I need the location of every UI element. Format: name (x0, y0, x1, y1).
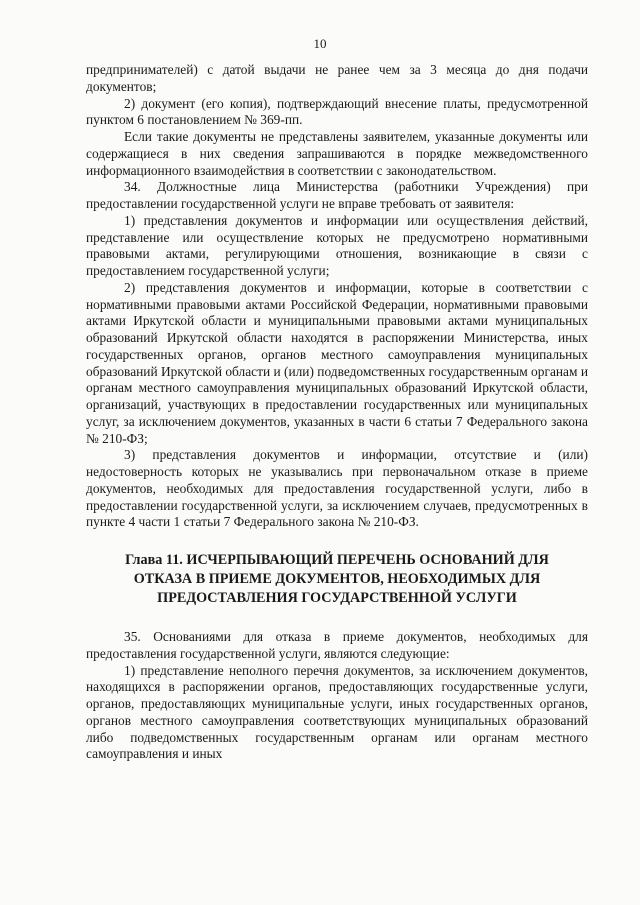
paragraph-34: 34. Должностные лица Министерства (работники Учреждения) при предоставлении государственной услуги не вправе требовать от заявителя: (86, 179, 588, 211)
paragraph-continuation: предпринимателей) с датой выдачи не ранее чем за 3 месяца до дня подачи документов; (86, 62, 588, 94)
chapter-heading-line-3: ПРЕДОСТАВЛЕНИЯ ГОСУДАРСТВЕННОЙ УСЛУГИ (157, 590, 517, 606)
paragraph-34-item-3: 3) представления документов и информации, отсутствие и (или) недостоверность которых не указывались при первоначальном отказе в приеме документов, необходимых для предоставления государственной услуги, либо в предоставлении государственной услуги, за исключением случаев, предусмотренных в пункте 4 части 1 статьи 7 Федерального закона № 210-ФЗ. (86, 447, 588, 530)
paragraph-35: 35. Основаниями для отказа в приеме документов, необходимых для предоставления государственной услуги, являются следующие: (86, 629, 588, 661)
chapter-heading-line-2: ОТКАЗА В ПРИЕМЕ ДОКУМЕНТОВ, НЕОБХОДИМЫХ ДЛЯ (133, 571, 541, 587)
paragraph-35-item-1: 1) представление неполного перечня документов, за исключением документов, находящихся в распоряжении органов, предоставляющих государственные услуги, органов, предоставляющих муниципальные услуги, иных государственных органов, органов местного самоуправления соответствующих муниципальных образований либо подведомственных государственным органам или органам местного самоуправления и иных (86, 662, 588, 762)
paragraph-interagency-request: Если такие документы не представлены заявителем, указанные документы или содержащиеся в них сведения запрашиваются в порядке межведомственного информационного взаимодействия в соответствии с законодательством. (86, 129, 588, 178)
paragraph-34-item-2: 2) представления документов и информации, которые в соответствии с нормативными правовыми актами Российской Федерации, нормативными правовыми актами Иркутской области и муниципальными правовыми актами муниципальных образований Иркутской области находятся в распоряжении Министерства, иных государственных органов, органов местного самоуправления муниципальных образований Иркутской области и (или) подведомственных государственным органам и органам местного самоуправления муниципальных образований Иркутской области, организаций, участвующих в предоставлении государственных или муниципальных услуг, за исключением документов, указанных в части 6 статьи 7 Федерального закона № 210-ФЗ; (86, 279, 588, 446)
paragraph-34-item-1: 1) представления документов и информации или осуществления действий, представление или осуществление которых не предусмотрено нормативными правовыми актами, регулирующими отношения, возникающие в связи с предоставлением государственной услуги; (86, 212, 588, 278)
chapter-heading-line-1: Глава 11. ИСЧЕРПЫВАЮЩИЙ ПЕРЕЧЕНЬ ОСНОВАНИЙ ДЛЯ (125, 552, 549, 568)
document-body (86, 62, 588, 763)
chapter-heading (86, 551, 588, 608)
page-number: 10 (313, 36, 327, 51)
paragraph-item-2-payment-document: 2) документ (его копия), подтверждающий внесение платы, предусмотренной пунктом 6 постановлением № 369-пп. (86, 95, 588, 128)
